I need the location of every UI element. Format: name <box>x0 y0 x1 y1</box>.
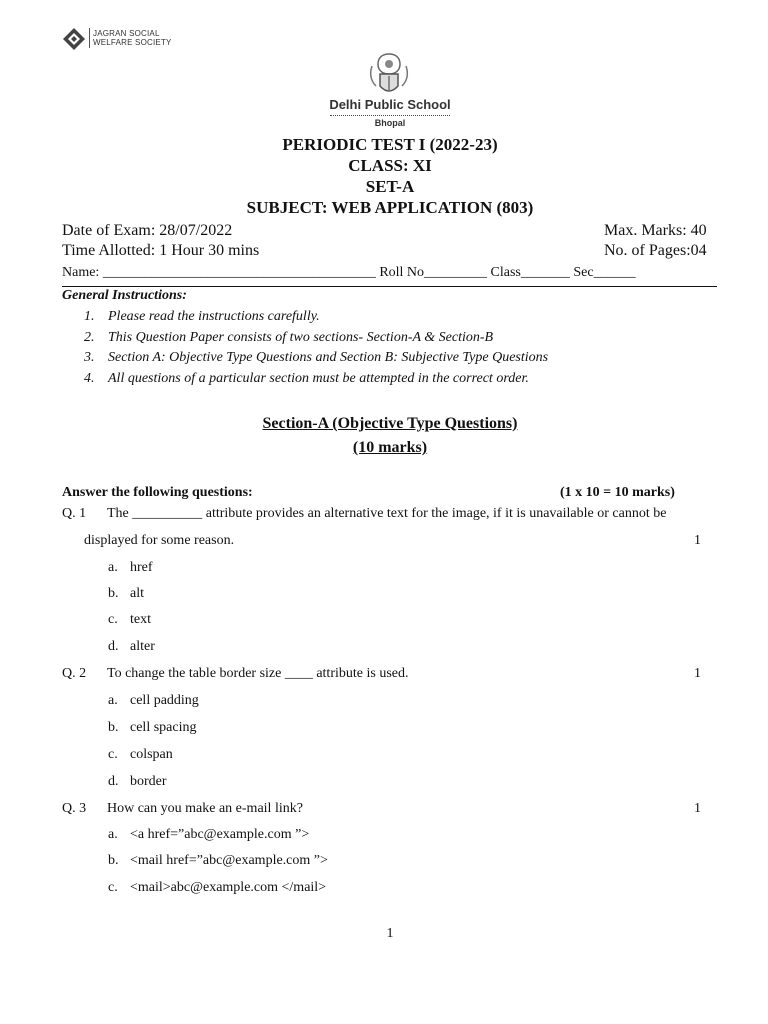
society-divider <box>89 28 90 48</box>
max-marks: Max. Marks: 40 <box>604 222 707 239</box>
question-number: Q. 3 <box>62 801 87 816</box>
student-details-line: Name: _______________________________________ Roll No_________ Class_______ Sec______ <box>62 265 636 280</box>
page-count: No. of Pages:04 <box>604 242 707 259</box>
question-number: Q. 1 <box>62 506 87 521</box>
option-text: <mail>abc@example.com </mail> <box>130 880 327 895</box>
exam-set: SET-A <box>365 177 415 196</box>
school-name: Delhi Public School <box>329 97 451 112</box>
option-letter: a. <box>108 560 118 575</box>
option-letter: c. <box>108 612 118 627</box>
society-logo-icon <box>62 27 86 56</box>
option-text: cell padding <box>130 693 199 708</box>
instruction-number: 4. <box>84 370 95 386</box>
instruction-number: 3. <box>84 350 95 365</box>
option-letter: c. <box>108 747 118 762</box>
instruction-text: All questions of a particular section must be attempted in the correct order. <box>108 370 529 386</box>
page-number: 1 <box>386 926 394 941</box>
instruction-item <box>84 369 548 390</box>
option-letter: a. <box>108 827 118 842</box>
instruction-text: This Question Paper consists of two sections- Section-A & Section-B <box>108 329 494 345</box>
instruction-item <box>84 348 548 369</box>
question-mark: 1 <box>694 801 701 816</box>
instructions-heading: General Instructions: <box>62 288 187 303</box>
option-text: <mail href=”abc@example.com ”> <box>130 853 328 868</box>
school-emblem-icon <box>364 52 414 103</box>
option-letter: b. <box>108 586 119 601</box>
option-text: alter <box>130 639 155 654</box>
option-letter: b. <box>108 853 119 868</box>
answer-heading: Answer the following questions: <box>62 485 253 500</box>
option-text: <a href=”abc@example.com ”> <box>130 827 310 842</box>
option-text: alt <box>130 586 144 601</box>
question-text: How can you make an e-mail link? <box>107 801 303 816</box>
exam-title: PERIODIC TEST I (2022-23) <box>282 135 498 154</box>
section-a-heading: Section-A (Objective Type Questions) <box>262 415 518 432</box>
question-text-continued: displayed for some reason. <box>84 533 235 548</box>
time-allotted: Time Allotted: 1 Hour 30 mins <box>62 242 260 259</box>
option-letter: d. <box>108 639 119 654</box>
option-text: href <box>130 560 153 575</box>
instruction-item <box>84 307 548 328</box>
society-line-2: WELFARE SOCIETY <box>93 38 172 47</box>
option-letter: b. <box>108 720 119 735</box>
exam-date: Date of Exam: 28/07/2022 <box>62 222 233 239</box>
instruction-text: Section A: Objective Type Questions and Section B: Subjective Type Questions <box>108 350 549 365</box>
exam-subject: SUBJECT: WEB APPLICATION (803) <box>246 198 534 217</box>
question-mark: 1 <box>694 666 701 681</box>
exam-class: CLASS: XI <box>348 156 432 175</box>
instructions-list <box>84 307 548 389</box>
answer-marks: (1 x 10 = 10 marks) <box>560 485 675 500</box>
society-line-1: JAGRAN SOCIAL <box>93 29 160 38</box>
option-text: colspan <box>130 747 173 762</box>
option-text: text <box>130 612 151 627</box>
question-number: Q. 2 <box>62 666 87 681</box>
option-letter: d. <box>108 774 119 789</box>
school-name-rule <box>330 115 450 116</box>
header-divider <box>62 286 717 287</box>
society-name <box>93 29 172 47</box>
instruction-text: Please read the instructions carefully. <box>108 309 320 324</box>
instruction-number: 1. <box>84 309 95 324</box>
option-letter: a. <box>108 693 118 708</box>
instruction-number: 2. <box>84 329 95 345</box>
option-text: cell spacing <box>130 720 197 735</box>
school-city: Bhopal <box>374 118 406 128</box>
instruction-item <box>84 328 548 349</box>
section-a-marks: (10 marks) <box>352 439 428 456</box>
question-text: The __________ attribute provides an alternative text for the image, if it is unavailable or cannot be <box>107 506 667 521</box>
option-letter: c. <box>108 880 118 895</box>
question-text: To change the table border size ____ attribute is used. <box>107 666 409 681</box>
question-mark: 1 <box>694 533 701 548</box>
option-text: border <box>130 774 167 789</box>
